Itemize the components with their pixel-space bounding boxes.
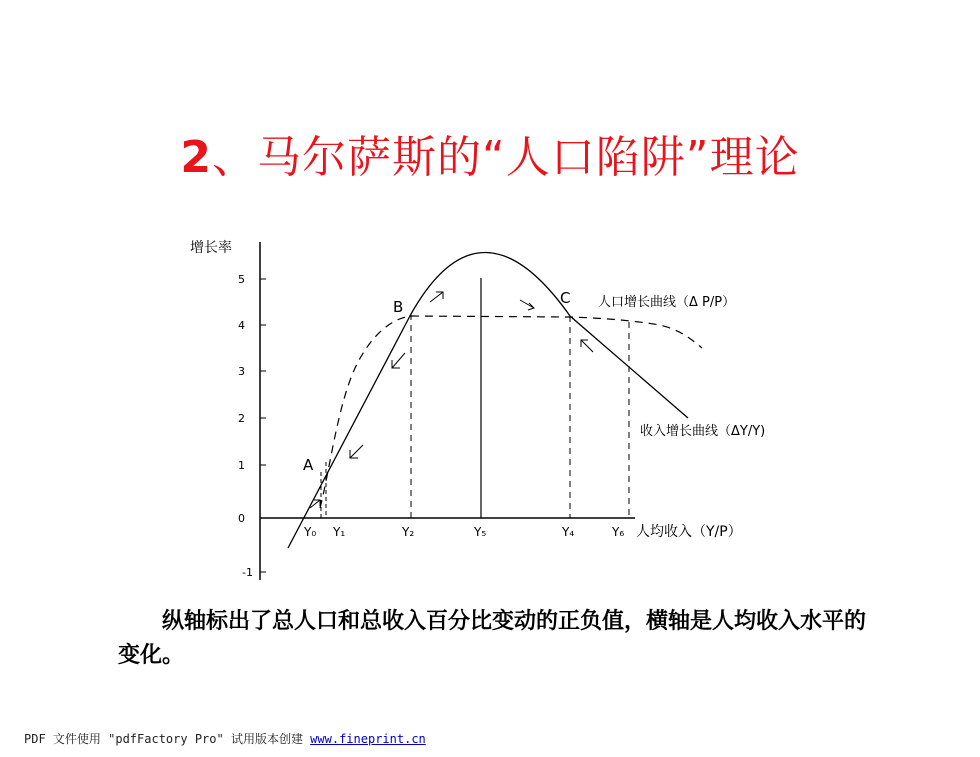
x-axis-label: 人均收入（Y/P） [636, 524, 742, 540]
arrow-icon [520, 300, 534, 310]
y-tick-0: 0 [238, 512, 245, 525]
y-axis-label: 增长率 [190, 240, 232, 256]
arrow-icon [581, 340, 593, 352]
population-curve-label: 人口增长曲线（Δ P/P） [598, 295, 736, 310]
income-curve-label: 收入增长曲线（ΔY/Y) [640, 424, 766, 439]
x-mark-y6: Y₆ [612, 525, 625, 539]
footer-link[interactable]: www.fineprint.cn [310, 732, 426, 746]
y-tick-1: 1 [238, 459, 245, 472]
y-ticks [238, 273, 266, 579]
arrow-icon [392, 353, 405, 368]
slide-title [0, 128, 980, 188]
title-number: 2 [180, 132, 213, 183]
point-label-b: B [393, 298, 404, 316]
y-tick-3: 3 [238, 365, 245, 378]
x-mark-y4: Y₄ [562, 525, 575, 539]
y-tick-neg1: -1 [242, 566, 253, 579]
y-tick-2: 2 [238, 412, 245, 425]
arrow-icon [430, 292, 443, 302]
title-text: 、马尔萨斯的“人口陷阱”理论 [212, 132, 800, 183]
y-tick-5: 5 [238, 273, 245, 286]
x-mark-y1: Y₁ [333, 525, 346, 539]
population-growth-curve [320, 316, 702, 508]
point-label-c: C [560, 289, 571, 307]
arrow-icon [350, 445, 363, 458]
population-trap-diagram [180, 230, 820, 590]
x-mark-y5: Y₅ [474, 525, 487, 539]
caption-text: 纵轴标出了总人口和总收入百分比变动的正负值，横轴是人均收入水平的变化。 [118, 609, 867, 668]
x-mark-y0: Y₀ [304, 525, 317, 539]
x-markers [303, 525, 624, 539]
footer-text: PDF 文件使用 "pdfFactory Pro" 试用版本创建 [24, 732, 311, 746]
footer [24, 730, 426, 747]
x-mark-y2: Y₂ [402, 525, 415, 539]
y-tick-4: 4 [238, 319, 245, 332]
direction-arrows [310, 292, 593, 508]
point-label-a: A [303, 456, 314, 474]
